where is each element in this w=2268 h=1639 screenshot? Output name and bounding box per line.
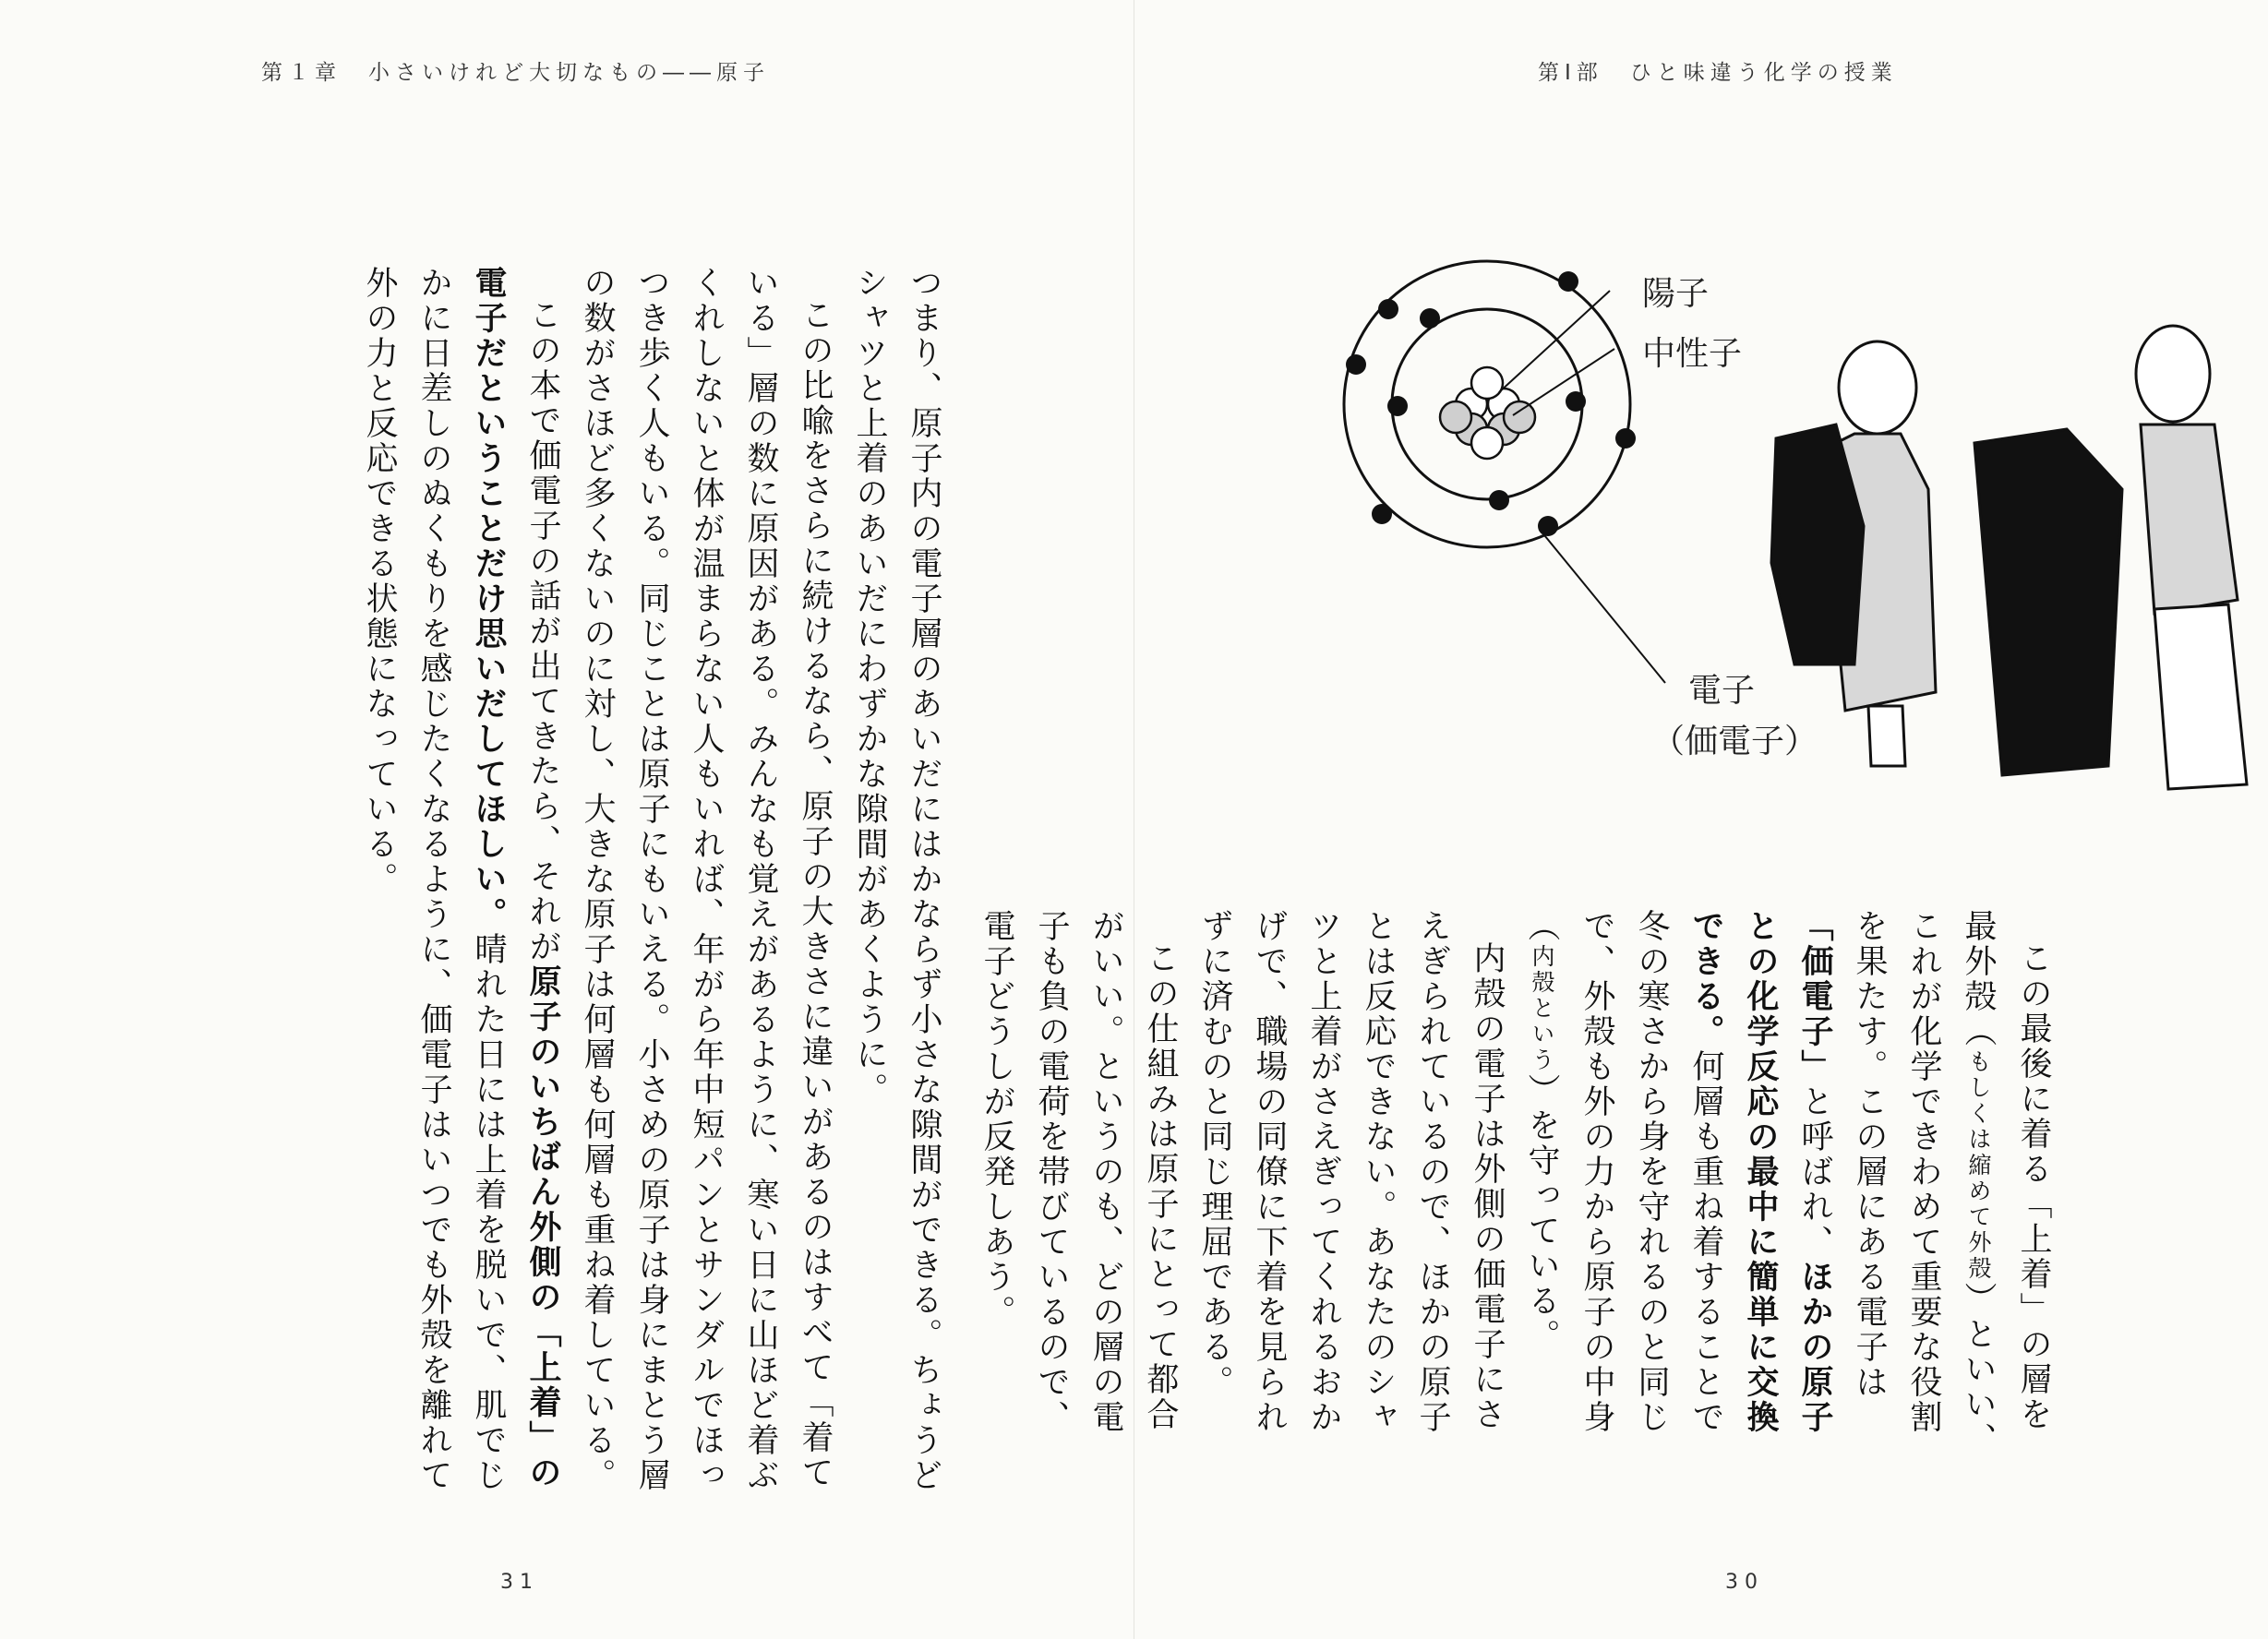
right-paragraph-2: 内殻の電子は外側の価電子にさえぎられているので、ほかの原子とは反応できない。あなたのシャツと上着がさえぎってくれるおかげで、職場の同僚に下着を見られずに済むのと同じ理屈である。 — [1196, 909, 1506, 1435]
electron — [1387, 396, 1408, 416]
neutron-label: 中性子 — [1642, 335, 1743, 373]
electron — [1346, 354, 1366, 375]
left-page-number: 31 — [500, 1571, 539, 1594]
electron — [1378, 299, 1398, 319]
electron — [1566, 391, 1586, 412]
electron — [1615, 428, 1636, 449]
electron — [1558, 271, 1578, 292]
electron-label: 電子 — [1688, 672, 1756, 710]
right-running-header: 第Ⅰ部 ひと味違う化学の授業 — [1538, 61, 1898, 85]
right-page-number: 30 — [1725, 1571, 1764, 1594]
left-paragraph-1: つまり、原子内の電子層のあいだにはかならず小さな隙間ができる。ちょうどシャツと上着のあいだにわずかな隙間があくように。 — [851, 266, 942, 1493]
electron-leader-line — [1541, 531, 1665, 683]
nucleus — [1440, 367, 1535, 459]
right-paragraph-1: この最後に着る「上着」の層を最外殻（もしくは縮めて外殻）といい、これが化学できわめて重要な役割を果たす。この層にある電子は「価電子」と呼ばれ、ほかの原子との化学反応の最中に簡単に交換できる。何層も重ね着することで冬の寒さから身を守れるのと同じで、外殻も外の力から原子の中身（内殻という）を守っている。 — [1523, 909, 2052, 1457]
man-trousers — [2154, 604, 2247, 789]
electron — [1420, 308, 1440, 329]
man-with-coat — [1974, 326, 2247, 789]
man-sweater — [2141, 425, 2238, 614]
atom-and-coat-illustration — [1338, 249, 2268, 840]
woman-with-coat — [1771, 341, 1936, 766]
neutron-leader-line — [1513, 349, 1614, 415]
emphasis-valence-electron: 「価電子」 — [1796, 909, 1833, 1084]
left-body-text — [361, 266, 951, 1493]
electron — [1538, 516, 1558, 536]
electron — [1372, 504, 1392, 524]
proton-leader-line — [1499, 291, 1610, 392]
woman-boot — [1868, 706, 1905, 766]
valence-electron-label: （価電子） — [1651, 723, 1818, 760]
proton — [1504, 401, 1535, 433]
electron — [1489, 490, 1509, 510]
right-body-text — [978, 909, 2060, 1463]
left-running-header: 第１章 小さいけれど大切なもの――原子 — [261, 61, 770, 85]
woman-head — [1839, 341, 1916, 434]
proton-label: 陽子 — [1642, 275, 1710, 313]
neutron — [1471, 427, 1503, 459]
man-head — [2136, 326, 2210, 422]
emphasis-outer-jacket: 原子のいちばん外側の「上着」の電子だということだけ思いだしてほしい。 — [470, 266, 561, 1490]
neutron — [1471, 367, 1503, 399]
proton — [1440, 401, 1471, 433]
right-paragraph-3: この仕組みは原子にとって都合がいい。というのも、どの層の電子も負の電荷を帯びているので、電子どうしが反発しあう。 — [978, 909, 1179, 1435]
man-coat — [1974, 429, 2122, 775]
left-paragraph-2: この比喩をさらに続けるなら、原子の大きさに違いがあるのはすべて「着ている」層の数に原因がある。みんなも覚えがあるように、寒い日に山ほど着ぶくれしないと体が温まらない人もいれば、年がら年中短パンとサンダルでほっつき歩く人もいる。同じことは原子にもいえる。小さめの原子は身にまとう層の数がさほど多くないのに対し、大きな原子は何層も何層も重ね着している。 — [579, 266, 834, 1493]
right-page — [978, 0, 2268, 1639]
left-paragraph-3: この本で価電子の話が出てきたら、それが原子のいちばん外側の「上着」の電子だということだけ思いだしてほしい。晴れた日には上着を脱いで、肌でじかに日差しのぬくもりを感じたくなるように、価電子はいつでも外殻を離れて外の力と反応できる状態になっている。 — [361, 266, 561, 1493]
emphasis-exchange: ほかの原子との化学反応の最中に簡単に交換できる。 — [1687, 909, 1833, 1435]
